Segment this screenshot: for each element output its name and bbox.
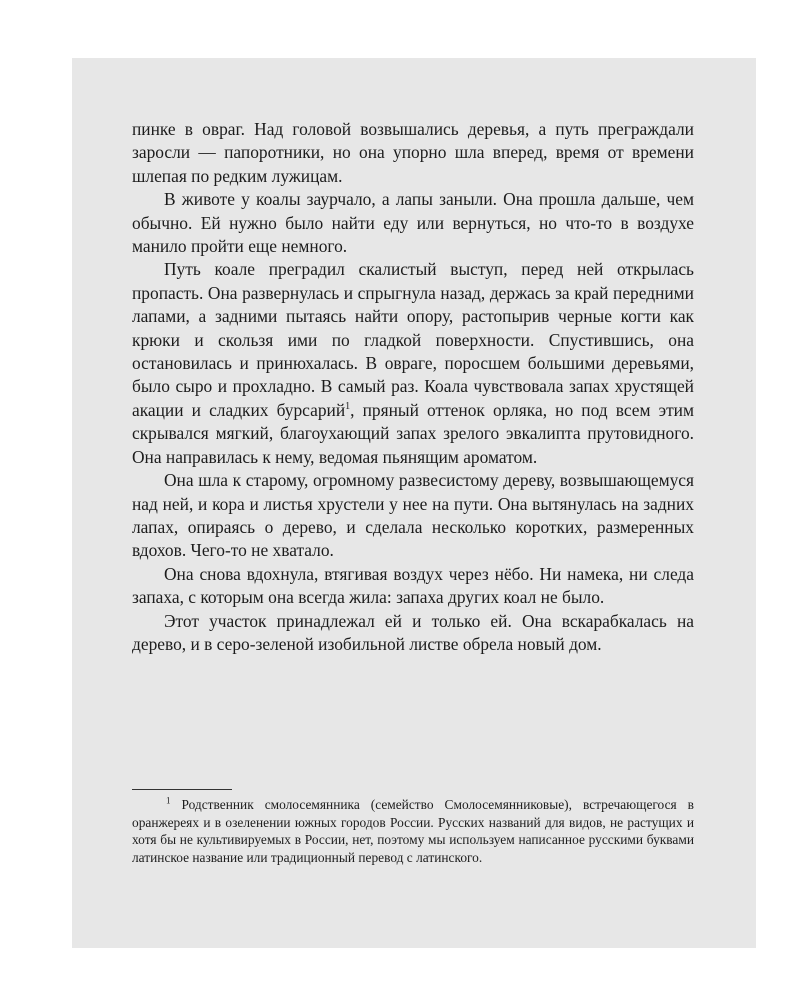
paragraph-2: В животе у коалы заурчало, а лапы заныли. Она прошла дальше, чем обычно. Ей нужно было найти еду или вернуться, но что-то в воздухе манило пройти еще немного.	[132, 189, 694, 257]
paragraph-3-head: Путь коале преградил скалистый выступ, перед ней открылась пропасть. Она развернулась и спрыгнула назад, держась за край передними лапами, а задними пытаясь найти опору, растопырив черные когти как крюки и скользя ими по гладкой поверхности. Спустившись, она остановилась и принюхалась. В овраге, поросшем большими деревьями, было сыро и прохладно. В самый раз. Коала чувствовала запах хрустящей акации и сладких бурсарий	[132, 259, 694, 420]
footnote-reference[interactable]: 1	[345, 401, 351, 413]
book-page	[72, 58, 756, 948]
footnote-mark: 1	[166, 795, 171, 806]
paragraph-6: Этот участок принадлежал ей и только ей. Она вскарабкалась на дерево, и в серо-зеленой изобильной листве обрела новый дом.	[132, 610, 694, 654]
paragraph-1: пинке в овраг. Над головой возвышались деревья, а путь преграждали заросли — папоротники, но она упорно шла вперед, время от времени шлепая по редким лужицам.	[132, 119, 694, 186]
footnote-text: Родственник смолосемянника (семейство Смолосемянниковые), встречающегося в оранжереях и в озеленении южных городов России. Русских названий для видов, не растущих и хотя бы не культивируемых в России, нет, поэтому мы используем написанное русскими буквами латинское название или традиционный перевод с латинского.	[132, 797, 694, 865]
footnote	[132, 796, 694, 866]
body-text	[132, 118, 694, 656]
paragraph-4: Она шла к старому, огромному развесистому дереву, возвышающемуся над ней, и кора и листья хрустели у нее на пути. Она вытянулась на задних лапах, опираясь о дерево, и сделала несколько коротких, размеренных вдохов. Чего-то не хватало.	[132, 470, 694, 561]
footnote-divider	[132, 789, 232, 790]
paragraph-5: Она снова вдохнула, втягивая воздух через нёбо. Ни намека, ни следа запаха, с которым она всегда жила: запаха других коал не было.	[132, 563, 694, 608]
paragraph-3-tail: , пряный оттенок орляка, но под всем этим скрывался мягкий, благоухающий запах зрелого эвкалипта прутовидного. Она направилась к нему, ведомая пьянящим ароматом.	[132, 399, 694, 467]
paragraph-3	[132, 258, 694, 469]
